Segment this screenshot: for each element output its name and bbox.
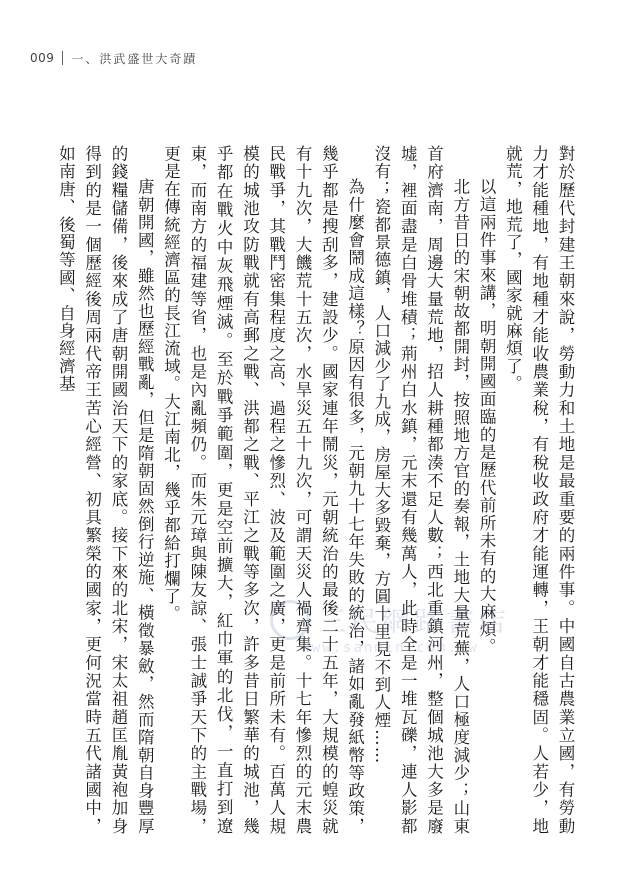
running-header: [30, 48, 197, 68]
watermark-text: 三民網路書店: [317, 605, 510, 638]
watermark-url: www.sanmin.com.tw: [301, 640, 479, 656]
paragraph-4: 為什麼會鬧成這樣？原因有很多，元朝九十七年失敗的統治，諸如亂發紙幣等政策，幾乎都是搜刮多，建設少。國家連年鬧災，元朝統治的最後二十五年，大規模的蝗災就有十九次，大饑荒十五次，水旱災五十九次，可謂天災人禍齊集。十七年慘烈的元末農民戰爭，其戰鬥密集程度之高、過程之慘烈、波及範圍之廣，更是前所未有。百萬人規模的城池攻防戰就有高郵之戰、洪都之戰、平江之戰等多次，許多昔日繁華的城池，幾乎都在戰火中灰飛煙滅。至於戰爭範圍，更是空前擴大，紅巾軍的北伐，一直打到遼東，而南方的福建等省，也是內亂頻仍。而朱元璋與陳友諒、張士誠爭天下的主戰場，更是在傳統經濟區的長江流域。大江南北，幾乎都給打爛了。: [161, 145, 365, 835]
running-title: 一、洪武盛世大奇蹟: [71, 51, 198, 66]
vertical-body-text: [18, 145, 578, 835]
header-divider: [62, 51, 63, 65]
paragraph-1: 對於歷代封建王朝來說，勞動力和土地是最重要的兩件事。中國自古農業立國，有勞動力才能種地，有地種才能收農業稅，有稅收政府才能運轉，王朝才能穩固。人若少，地就荒，地荒了，國家就麻煩了。: [503, 145, 575, 835]
paragraph-2: 以這兩件事來講，明朝開國面臨的是歷代前所未有的大麻煩。: [477, 178, 497, 656]
page-number: 009: [30, 51, 55, 65]
paragraph-3: 北方昔日的宋朝故都開封，按照地方官的奏報，土地大量荒蕪，人口極度減少；山東首府濟南，周邊大量荒地，招人耕種都湊不足人數；西北重鎮河州，整個城池大多是廢墟，裡面盡是白骨堆積；荊州白水鎮，元末還有幾萬人，此時全是一堆瓦礫，連人影都沒有；瓷都景德鎮，人口減少了九成，房屋大多毀棄，方圓十里見不到人煙……: [371, 145, 470, 835]
paragraph-5: 唐朝開國，雖然也歷經戰亂，但是隋朝固然倒行逆施、橫徵暴斂，然而隋朝自身豐厚的錢糧儲備，後來成了唐朝開國治天下的家底。接下來的北宋，宋太祖趙匡胤黃袍加身得到的是一個歷經後周兩代帝王苦心經營、初具繁榮的國家，更何況當時五代諸國中，如南唐、後蜀等國、自身經濟基: [56, 145, 155, 835]
